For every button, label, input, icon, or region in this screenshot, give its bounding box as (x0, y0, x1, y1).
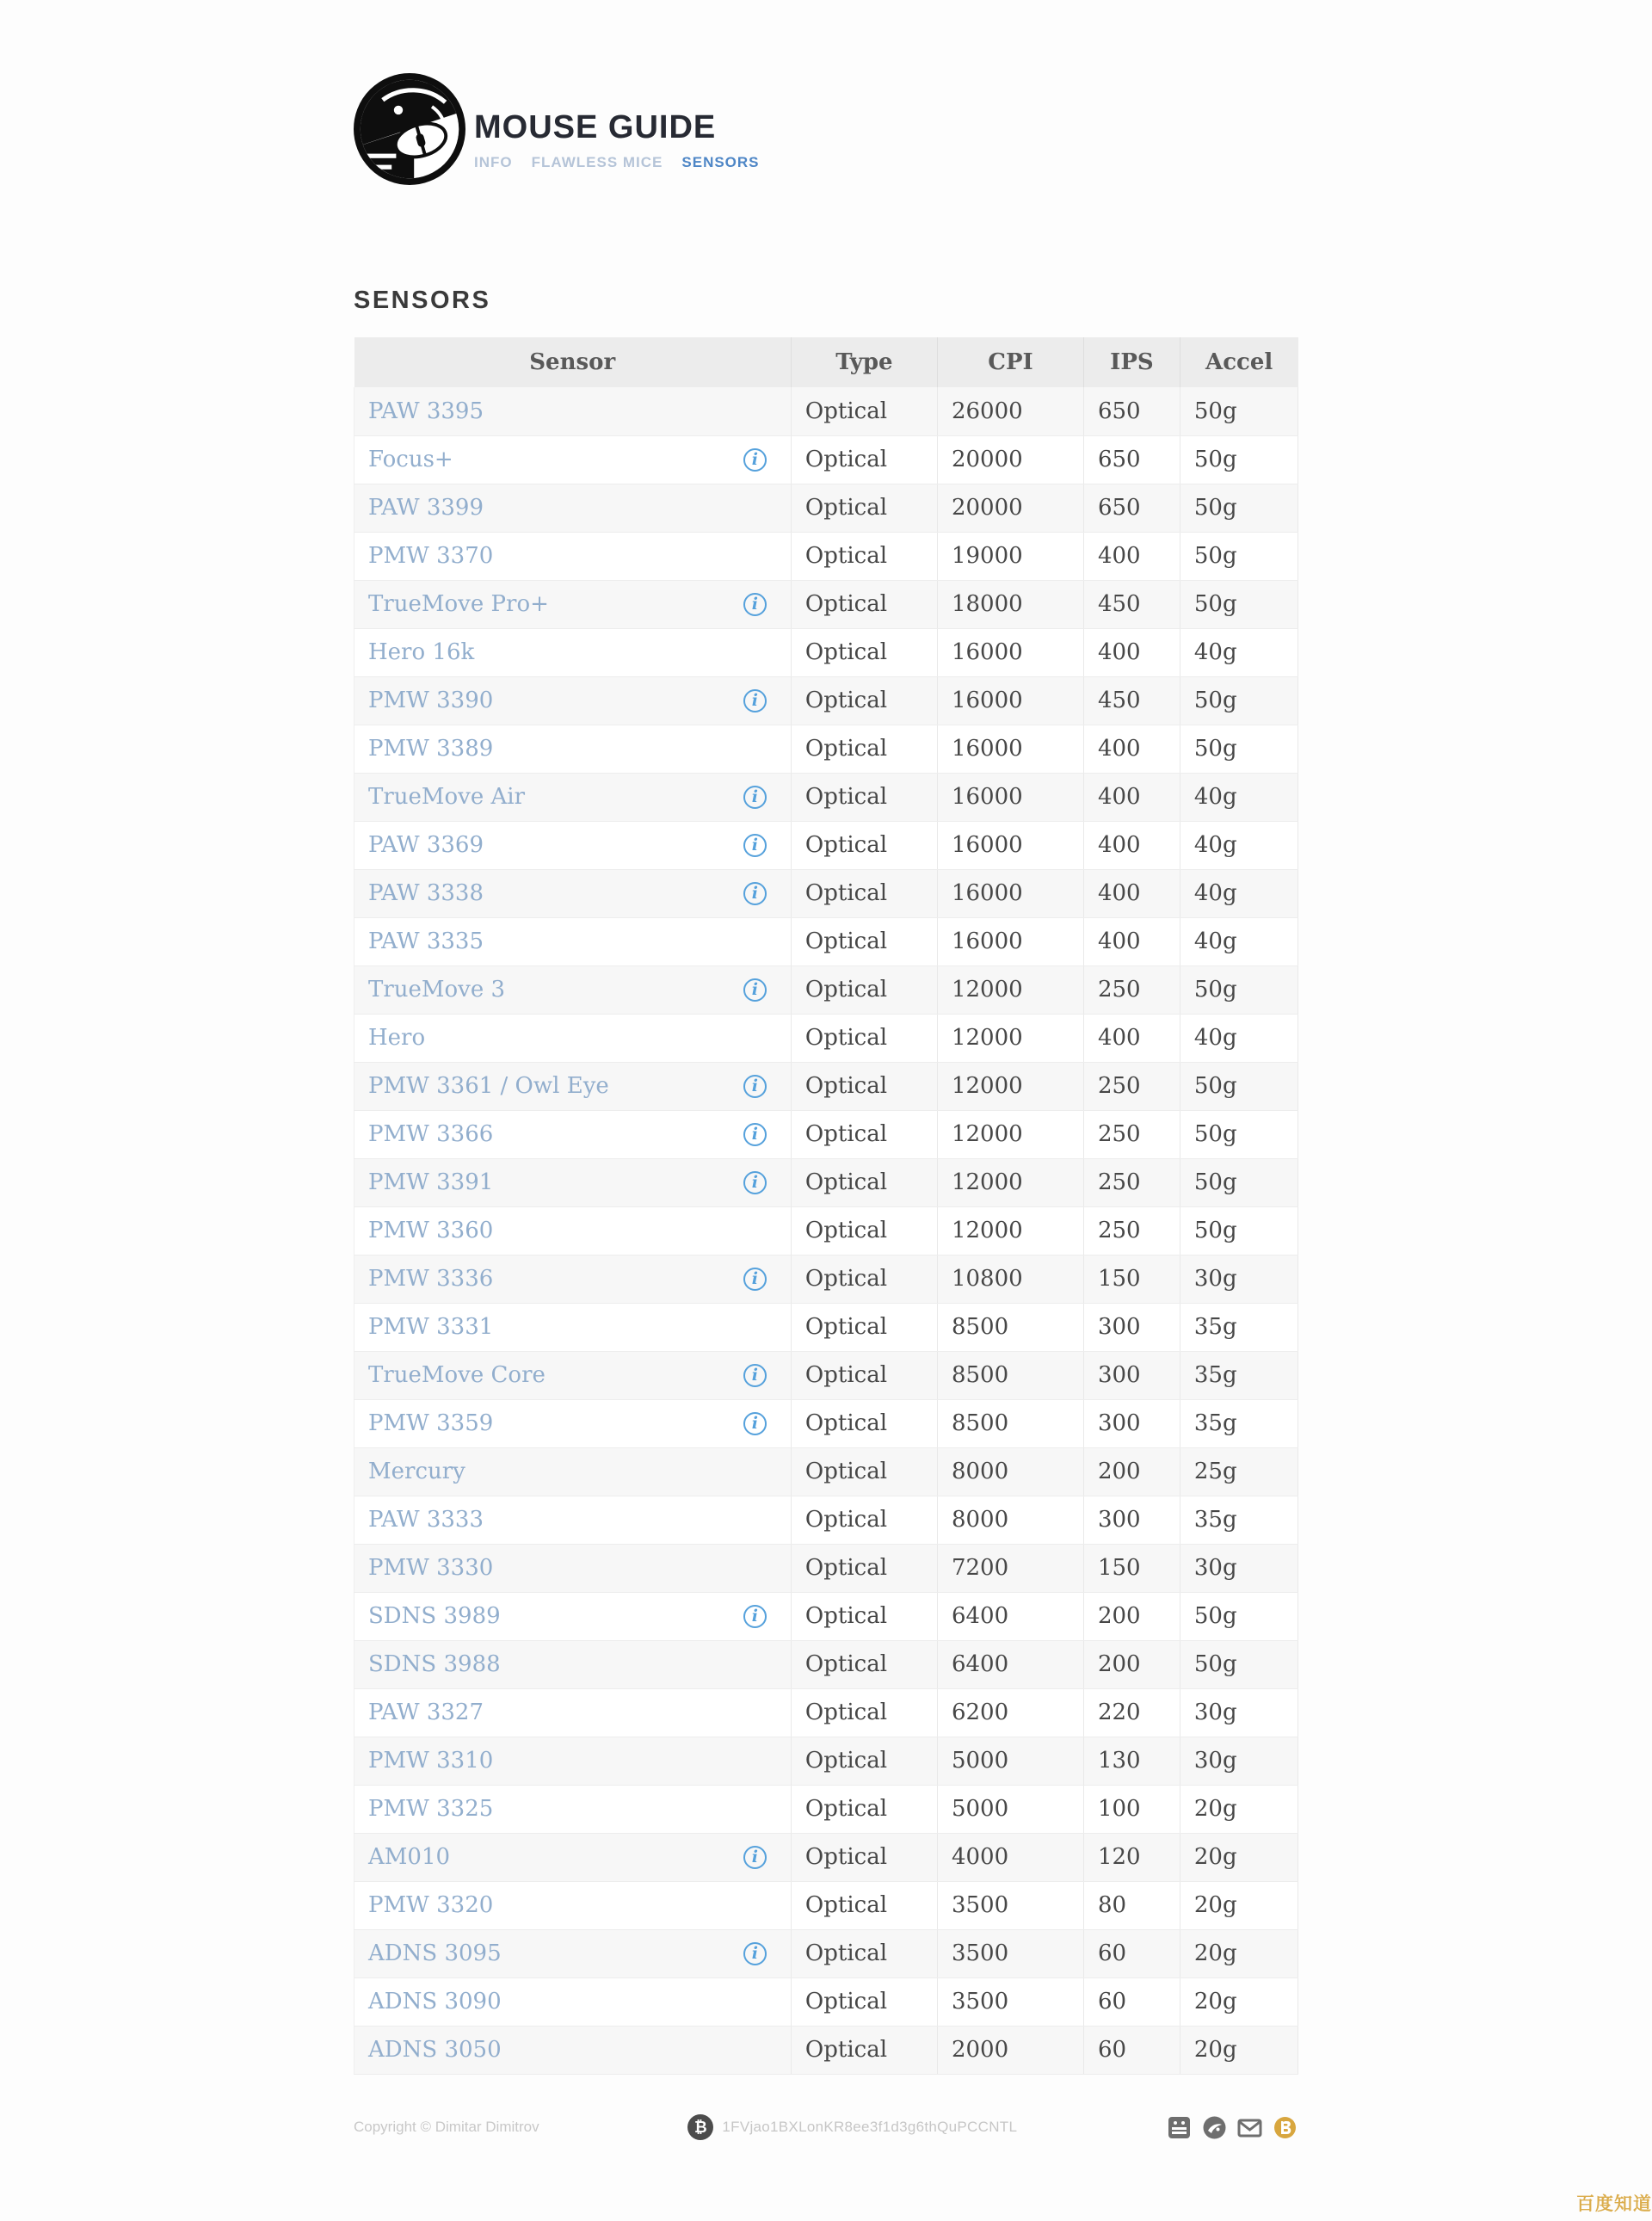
sensor-link[interactable]: PAW 3335 (368, 929, 484, 954)
sensor-cell (354, 1785, 792, 1833)
sensor-cell (354, 387, 792, 435)
cpi-cell: 5000 (937, 1785, 1083, 1833)
sensor-link[interactable]: TrueMove 3 (368, 977, 506, 1003)
cpi-cell: 16000 (937, 869, 1083, 917)
type-cell: Optical (791, 917, 937, 966)
sensor-link[interactable]: PAW 3369 (368, 832, 484, 858)
accel-cell: 50g (1180, 1206, 1298, 1255)
cpi-cell: 19000 (937, 532, 1083, 580)
sensor-link[interactable]: AM010 (368, 1844, 451, 1870)
table-row (354, 773, 1298, 821)
ips-cell: 300 (1083, 1399, 1180, 1447)
sensor-cell (354, 580, 792, 628)
table-row (354, 628, 1298, 676)
cpi-cell: 6400 (937, 1640, 1083, 1688)
info-icon[interactable]: i (743, 1171, 767, 1194)
sensor-link[interactable]: PMW 3361 / Owl Eye (368, 1073, 609, 1099)
sensor-link[interactable]: PMW 3360 (368, 1218, 494, 1243)
ips-cell: 150 (1083, 1255, 1180, 1303)
info-icon[interactable]: i (743, 882, 767, 905)
sensor-cell (354, 1881, 792, 1929)
bitcoin-icon: ₿ (687, 2114, 713, 2140)
accel-cell: 30g (1180, 1544, 1298, 1592)
accel-cell: 50g (1180, 1158, 1298, 1206)
sensor-link[interactable]: PMW 3336 (368, 1266, 494, 1292)
sensor-link[interactable]: PMW 3310 (368, 1748, 494, 1774)
cpi-cell: 8500 (937, 1351, 1083, 1399)
sensor-cell (354, 1014, 792, 1062)
cpi-cell: 12000 (937, 966, 1083, 1014)
accel-cell: 50g (1180, 484, 1298, 532)
ips-cell: 200 (1083, 1640, 1180, 1688)
cpi-cell: 3500 (937, 1881, 1083, 1929)
table-row (354, 1785, 1298, 1833)
type-cell: Optical (791, 1496, 937, 1544)
sensor-cell (354, 1206, 792, 1255)
info-icon[interactable]: i (743, 1364, 767, 1387)
accel-cell: 50g (1180, 1110, 1298, 1158)
column-header-sensor: Sensor (354, 337, 792, 387)
sensor-link[interactable]: PAW 3333 (368, 1507, 484, 1533)
table-row (354, 532, 1298, 580)
accel-cell: 50g (1180, 1062, 1298, 1110)
site-footer (354, 2114, 1298, 2141)
ips-cell: 250 (1083, 1062, 1180, 1110)
info-icon[interactable]: i (743, 1075, 767, 1098)
cpi-cell: 16000 (937, 725, 1083, 773)
ips-cell: 650 (1083, 387, 1180, 435)
ips-cell: 250 (1083, 1206, 1180, 1255)
column-header-type: Type (791, 337, 937, 387)
sensor-cell (354, 1399, 792, 1447)
table-row (354, 580, 1298, 628)
cpi-cell: 16000 (937, 628, 1083, 676)
sensor-link[interactable]: Hero (368, 1025, 426, 1051)
column-header-cpi: CPI (937, 337, 1083, 387)
ips-cell: 400 (1083, 917, 1180, 966)
accel-cell: 40g (1180, 917, 1298, 966)
type-cell: Optical (791, 821, 937, 869)
table-row (354, 1833, 1298, 1881)
type-cell: Optical (791, 435, 937, 484)
table-row (354, 1399, 1298, 1447)
type-cell: Optical (791, 1014, 937, 1062)
bitcoin-donate-icon[interactable] (1272, 2114, 1298, 2141)
type-cell: Optical (791, 725, 937, 773)
type-cell: Optical (791, 869, 937, 917)
table-header-row (354, 337, 1298, 387)
ips-cell: 60 (1083, 2026, 1180, 2074)
accel-cell: 30g (1180, 1255, 1298, 1303)
table-row (354, 1544, 1298, 1592)
table-row (354, 676, 1298, 725)
info-icon[interactable]: i (743, 1846, 767, 1869)
sensor-link[interactable]: PMW 3320 (368, 1892, 494, 1918)
type-cell: Optical (791, 387, 937, 435)
info-icon[interactable]: i (743, 1605, 767, 1628)
table-row (354, 1929, 1298, 1977)
ips-cell: 400 (1083, 869, 1180, 917)
accel-cell: 50g (1180, 966, 1298, 1014)
type-cell: Optical (791, 1303, 937, 1351)
table-row (354, 1062, 1298, 1110)
type-cell: Optical (791, 1255, 937, 1303)
sensor-cell (354, 1303, 792, 1351)
table-row (354, 966, 1298, 1014)
sensor-cell (354, 1833, 792, 1881)
sensor-cell (354, 1496, 792, 1544)
sensor-cell (354, 1977, 792, 2026)
ips-cell: 400 (1083, 773, 1180, 821)
sensor-link[interactable]: PAW 3338 (368, 880, 484, 906)
table-row (354, 917, 1298, 966)
sensor-link[interactable]: PMW 3366 (368, 1121, 494, 1147)
table-row (354, 435, 1298, 484)
accel-cell: 20g (1180, 2026, 1298, 2074)
ips-cell: 120 (1083, 1833, 1180, 1881)
sensor-link[interactable]: PMW 3370 (368, 543, 494, 569)
page-title: SENSORS (354, 287, 491, 314)
table-row (354, 1206, 1298, 1255)
ips-cell: 450 (1083, 676, 1180, 725)
type-cell: Optical (791, 1351, 937, 1399)
bitcoin-donation (687, 2114, 1017, 2140)
sensor-cell (354, 1544, 792, 1592)
sensor-table-body (354, 387, 1298, 2074)
accel-cell: 50g (1180, 580, 1298, 628)
ips-cell: 250 (1083, 1110, 1180, 1158)
table-row (354, 2026, 1298, 2074)
cpi-cell: 16000 (937, 773, 1083, 821)
accel-cell: 35g (1180, 1399, 1298, 1447)
accel-cell: 20g (1180, 1785, 1298, 1833)
type-cell: Optical (791, 773, 937, 821)
info-icon[interactable]: i (743, 834, 767, 857)
cpi-cell: 12000 (937, 1158, 1083, 1206)
cpi-cell: 8500 (937, 1303, 1083, 1351)
type-cell: Optical (791, 1737, 937, 1785)
ips-cell: 80 (1083, 1881, 1180, 1929)
table-row (354, 1158, 1298, 1206)
cpi-cell: 4000 (937, 1833, 1083, 1881)
ips-cell: 300 (1083, 1496, 1180, 1544)
accel-cell: 50g (1180, 435, 1298, 484)
type-cell: Optical (791, 580, 937, 628)
cpi-cell: 16000 (937, 917, 1083, 966)
sensor-cell (354, 773, 792, 821)
accel-cell: 50g (1180, 676, 1298, 725)
accel-cell: 40g (1180, 628, 1298, 676)
sensor-link[interactable]: PMW 3325 (368, 1796, 494, 1822)
sensor-cell (354, 1737, 792, 1785)
footer-social-icons (1166, 2114, 1298, 2141)
ips-cell: 250 (1083, 966, 1180, 1014)
type-cell: Optical (791, 1206, 937, 1255)
cpi-cell: 12000 (937, 1110, 1083, 1158)
email-icon[interactable] (1236, 2114, 1263, 2141)
table-row (354, 1881, 1298, 1929)
type-cell: Optical (791, 1447, 937, 1496)
accel-cell: 20g (1180, 1833, 1298, 1881)
table-row (354, 1737, 1298, 1785)
type-cell: Optical (791, 532, 937, 580)
sensor-cell (354, 1447, 792, 1496)
sensor-cell (354, 1929, 792, 1977)
accel-cell: 50g (1180, 725, 1298, 773)
table-row (354, 1688, 1298, 1737)
sensor-link[interactable]: ADNS 3050 (368, 2037, 502, 2063)
sensor-cell (354, 917, 792, 966)
sensor-link[interactable]: PMW 3391 (368, 1169, 494, 1195)
sensor-link[interactable]: SDNS 3988 (368, 1651, 501, 1677)
ips-cell: 400 (1083, 821, 1180, 869)
type-cell: Optical (791, 1688, 937, 1737)
cpi-cell: 2000 (937, 2026, 1083, 2074)
sensor-cell (354, 1592, 792, 1640)
ips-cell: 200 (1083, 1592, 1180, 1640)
accel-cell: 35g (1180, 1303, 1298, 1351)
table-row (354, 869, 1298, 917)
sensor-link[interactable]: Focus+ (368, 447, 453, 472)
accel-cell: 50g (1180, 1592, 1298, 1640)
cpi-cell: 16000 (937, 676, 1083, 725)
sensor-link[interactable]: PMW 3330 (368, 1555, 494, 1581)
accel-cell: 25g (1180, 1447, 1298, 1496)
type-cell: Optical (791, 676, 937, 725)
cpi-cell: 12000 (937, 1206, 1083, 1255)
cpi-cell: 5000 (937, 1737, 1083, 1785)
ips-cell: 400 (1083, 628, 1180, 676)
cpi-cell: 3500 (937, 1929, 1083, 1977)
type-cell: Optical (791, 1785, 937, 1833)
table-row (354, 1014, 1298, 1062)
sensor-cell (354, 1110, 792, 1158)
sensor-cell (354, 725, 792, 773)
accel-cell: 40g (1180, 869, 1298, 917)
type-cell: Optical (791, 1881, 937, 1929)
sensor-link[interactable]: TrueMove Air (368, 784, 526, 810)
cpi-cell: 8500 (937, 1399, 1083, 1447)
nav-flawless-mice[interactable]: FLAWLESS MICE (531, 154, 663, 170)
accel-cell: 40g (1180, 773, 1298, 821)
info-icon[interactable]: i (743, 1268, 767, 1291)
info-icon[interactable]: i (743, 448, 767, 472)
nav-info[interactable]: INFO (474, 154, 513, 170)
cpi-cell: 16000 (937, 821, 1083, 869)
site-header (354, 0, 1298, 185)
mouse-guide-logo-icon[interactable] (354, 73, 465, 185)
sensor-link[interactable]: PAW 3395 (368, 398, 484, 424)
sensor-link[interactable]: ADNS 3090 (368, 1989, 502, 2014)
sensor-cell (354, 966, 792, 1014)
ips-cell: 450 (1083, 580, 1180, 628)
cpi-cell: 8000 (937, 1447, 1083, 1496)
table-row (354, 387, 1298, 435)
accel-cell: 30g (1180, 1688, 1298, 1737)
sensor-cell (354, 435, 792, 484)
sensor-link[interactable]: PAW 3399 (368, 495, 484, 521)
accel-cell: 50g (1180, 1640, 1298, 1688)
sensor-cell (354, 676, 792, 725)
ips-cell: 650 (1083, 484, 1180, 532)
sensor-cell (354, 2026, 792, 2074)
type-cell: Optical (791, 2026, 937, 2074)
table-row (354, 1447, 1298, 1496)
site-title: MOUSE GUIDE (474, 109, 717, 145)
sensor-link[interactable]: PMW 3390 (368, 688, 494, 713)
sensor-link[interactable]: PMW 3389 (368, 736, 494, 762)
sensor-link[interactable]: PMW 3331 (368, 1314, 494, 1340)
sensor-link[interactable]: PMW 3359 (368, 1410, 494, 1436)
cpi-cell: 8000 (937, 1496, 1083, 1544)
ips-cell: 100 (1083, 1785, 1180, 1833)
column-header-ips: IPS (1083, 337, 1180, 387)
ips-cell: 250 (1083, 1158, 1180, 1206)
sensor-cell (354, 1688, 792, 1737)
sensor-cell (354, 1255, 792, 1303)
type-cell: Optical (791, 1062, 937, 1110)
accel-cell: 20g (1180, 1929, 1298, 1977)
cpi-cell: 12000 (937, 1014, 1083, 1062)
type-cell: Optical (791, 1592, 937, 1640)
ips-cell: 60 (1083, 1929, 1180, 1977)
copyright-text: Copyright © Dimitar Dimitrov (354, 2119, 539, 2135)
accel-cell: 50g (1180, 387, 1298, 435)
sensor-cell (354, 1158, 792, 1206)
cpi-cell: 26000 (937, 387, 1083, 435)
table-row (354, 1977, 1298, 2026)
info-icon[interactable]: i (743, 689, 767, 713)
cpi-cell: 3500 (937, 1977, 1083, 2026)
cpi-cell: 20000 (937, 435, 1083, 484)
reddit-icon[interactable] (1166, 2114, 1193, 2141)
bitcoin-address[interactable]: 1FVjao1BXLonKR8ee3f1d3g6thQuPCCNTL (722, 2119, 1018, 2135)
main-nav (474, 154, 760, 171)
sensor-link[interactable]: SDNS 3989 (368, 1603, 501, 1629)
accel-cell: 40g (1180, 821, 1298, 869)
sensor-link[interactable]: TrueMove Core (368, 1362, 546, 1388)
cpi-cell: 6200 (937, 1688, 1083, 1737)
table-row (354, 1110, 1298, 1158)
sensor-cell (354, 628, 792, 676)
sensor-link[interactable]: PAW 3327 (368, 1700, 484, 1725)
ips-cell: 400 (1083, 725, 1180, 773)
sensor-cell (354, 532, 792, 580)
ips-cell: 150 (1083, 1544, 1180, 1592)
ips-cell: 400 (1083, 532, 1180, 580)
cpi-cell: 20000 (937, 484, 1083, 532)
sensor-cell (354, 869, 792, 917)
info-icon[interactable]: i (743, 1123, 767, 1146)
sensor-link[interactable]: Mercury (368, 1459, 465, 1484)
table-row (354, 1303, 1298, 1351)
cpi-cell: 7200 (937, 1544, 1083, 1592)
accel-cell: 40g (1180, 1014, 1298, 1062)
type-cell: Optical (791, 1977, 937, 2026)
table-row (354, 1640, 1298, 1688)
cpi-cell: 18000 (937, 580, 1083, 628)
sensor-link[interactable]: ADNS 3095 (368, 1940, 502, 1966)
type-cell: Optical (791, 1929, 937, 1977)
ips-cell: 300 (1083, 1303, 1180, 1351)
table-row (354, 1592, 1298, 1640)
type-cell: Optical (791, 1110, 937, 1158)
table-row (354, 1496, 1298, 1544)
column-header-accel: Accel (1180, 337, 1298, 387)
info-icon[interactable]: i (743, 786, 767, 809)
sensor-cell (354, 821, 792, 869)
baidu-watermark: 百度知道 (1576, 2194, 1652, 2214)
accel-cell: 35g (1180, 1351, 1298, 1399)
cpi-cell: 6400 (937, 1592, 1083, 1640)
accel-cell: 30g (1180, 1737, 1298, 1785)
ips-cell: 130 (1083, 1737, 1180, 1785)
table-row (354, 1351, 1298, 1399)
sensors-table (354, 337, 1298, 2075)
sensor-link[interactable]: TrueMove Pro+ (368, 591, 549, 617)
sensor-cell (354, 1062, 792, 1110)
sensor-cell (354, 1640, 792, 1688)
type-cell: Optical (791, 628, 937, 676)
table-row (354, 484, 1298, 532)
info-icon[interactable]: i (743, 978, 767, 1002)
type-cell: Optical (791, 1833, 937, 1881)
sensor-cell (354, 484, 792, 532)
type-cell: Optical (791, 484, 937, 532)
info-icon[interactable]: i (743, 1412, 767, 1435)
type-cell: Optical (791, 1158, 937, 1206)
accel-cell: 20g (1180, 1977, 1298, 2026)
ips-cell: 300 (1083, 1351, 1180, 1399)
type-cell: Optical (791, 1640, 937, 1688)
ips-cell: 60 (1083, 1977, 1180, 2026)
nav-sensors[interactable]: SENSORS (681, 154, 760, 170)
cpi-cell: 10800 (937, 1255, 1083, 1303)
table-row (354, 725, 1298, 773)
table-row (354, 821, 1298, 869)
sensor-cell (354, 1351, 792, 1399)
accel-cell: 50g (1180, 532, 1298, 580)
cpi-cell: 12000 (937, 1062, 1083, 1110)
ips-cell: 220 (1083, 1688, 1180, 1737)
discord-icon[interactable] (1201, 2114, 1228, 2141)
table-row (354, 1255, 1298, 1303)
info-icon[interactable]: i (743, 1942, 767, 1965)
accel-cell: 20g (1180, 1881, 1298, 1929)
ips-cell: 400 (1083, 1014, 1180, 1062)
type-cell: Optical (791, 966, 937, 1014)
info-icon[interactable]: i (743, 593, 767, 616)
sensor-link[interactable]: Hero 16k (368, 639, 475, 665)
ips-cell: 650 (1083, 435, 1180, 484)
accel-cell: 35g (1180, 1496, 1298, 1544)
ips-cell: 200 (1083, 1447, 1180, 1496)
type-cell: Optical (791, 1544, 937, 1592)
type-cell: Optical (791, 1399, 937, 1447)
